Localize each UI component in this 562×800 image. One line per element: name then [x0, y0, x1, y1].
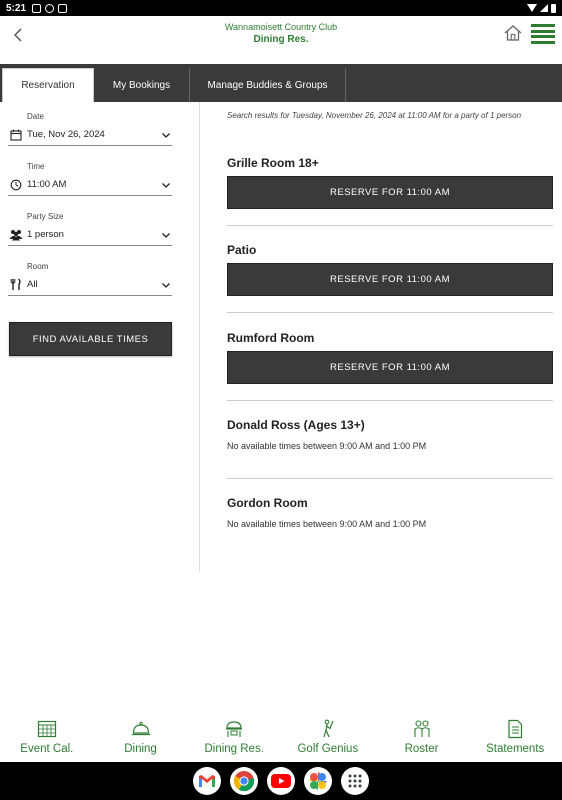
room-donald-ross [227, 418, 553, 451]
signal-icon [540, 4, 548, 12]
battery-icon [551, 4, 556, 13]
gmail-icon[interactable] [193, 767, 221, 795]
divider [227, 312, 553, 313]
nav-label: Dining [124, 743, 157, 755]
time-value: 11:00 AM [27, 179, 67, 190]
party-size-value: 1 person [27, 229, 64, 240]
reserve-button[interactable]: RESERVE FOR 11:00 AM [227, 351, 553, 384]
app-drawer-icon[interactable] [341, 767, 369, 795]
nav-label: Golf Genius [297, 743, 359, 755]
chevron-down-icon[interactable] [160, 179, 172, 191]
nav-label: Event Cal. [20, 743, 74, 755]
tab-manage-buddies-groups[interactable]: Manage Buddies & Groups [190, 68, 346, 102]
cloche-icon [130, 718, 152, 740]
people-icon [8, 227, 24, 243]
time-field[interactable] [8, 162, 172, 196]
nav-label: Roster [404, 743, 439, 755]
club-name: Wannamoisett Country Club [224, 22, 338, 32]
find-available-times-button[interactable]: FIND AVAILABLE TIMES [9, 322, 172, 356]
home-icon[interactable] [503, 23, 523, 43]
search-form-panel [0, 102, 200, 572]
nav-label: Dining Res. [204, 743, 264, 755]
results-panel [227, 102, 553, 529]
page-title: Dining Res. [253, 34, 309, 45]
room-rumford-room [227, 331, 553, 384]
notification-icon [32, 4, 41, 13]
divider [227, 478, 553, 479]
header-title [0, 22, 562, 45]
reserve-button[interactable]: RESERVE FOR 11:00 AM [227, 263, 553, 296]
clock-icon [8, 177, 24, 193]
photos-icon[interactable] [304, 767, 332, 795]
time-label: Time [27, 162, 45, 171]
nav-dining-res[interactable] [187, 718, 281, 762]
nav-label: Statements [486, 743, 545, 755]
reserve-button[interactable]: RESERVE FOR 11:00 AM [227, 176, 553, 209]
no-availability-message: No available times between 9:00 AM and 1:00 PM [227, 519, 427, 529]
calendar-grid-icon [36, 718, 58, 740]
chevron-down-icon[interactable] [160, 279, 172, 291]
room-field[interactable] [8, 262, 172, 296]
nav-statements[interactable] [468, 718, 562, 762]
youtube-icon[interactable] [267, 767, 295, 795]
party-size-field[interactable] [8, 212, 172, 246]
status-bar [0, 0, 562, 16]
room-name: Grille Room 18+ [227, 156, 319, 170]
party-size-label: Party Size [27, 212, 64, 221]
chevron-down-icon[interactable] [160, 129, 172, 141]
room-label: Room [27, 262, 49, 271]
room-name: Patio [227, 243, 257, 257]
tab-bar [0, 64, 562, 102]
nav-dining[interactable] [94, 718, 188, 762]
bottom-nav [0, 718, 562, 762]
chevron-down-icon[interactable] [160, 229, 172, 241]
hamburger-menu-icon[interactable] [531, 24, 555, 44]
no-availability-message: No available times between 9:00 AM and 1:00 PM [227, 441, 427, 451]
document-icon [504, 718, 526, 740]
status-time: 5:21 [6, 2, 27, 14]
room-name: Donald Ross (Ages 13+) [227, 418, 365, 432]
room-name: Rumford Room [227, 331, 315, 345]
wifi-icon [527, 4, 537, 12]
room-name: Gordon Room [227, 496, 308, 510]
room-gordon-room [227, 496, 553, 529]
dining-reservation-icon [223, 718, 245, 740]
golfer-icon [317, 718, 339, 740]
divider [227, 400, 553, 401]
app-header [0, 16, 562, 64]
date-field[interactable] [8, 112, 172, 146]
nav-golf-genius[interactable] [281, 718, 375, 762]
date-label: Date [27, 112, 44, 121]
calendar-icon [8, 127, 24, 143]
chrome-icon[interactable] [230, 767, 258, 795]
fork-knife-icon [8, 277, 24, 293]
nav-roster[interactable] [375, 718, 469, 762]
system-dock [0, 762, 562, 800]
room-value: All [27, 279, 38, 290]
sync-icon [45, 4, 54, 13]
sim-icon [58, 4, 67, 13]
search-summary: Search results for Tuesday, November 26, 2024 at 11:00 AM for a party of 1 person [227, 111, 522, 120]
date-value: Tue, Nov 26, 2024 [27, 129, 105, 140]
tab-my-bookings[interactable]: My Bookings [94, 68, 190, 102]
divider [227, 225, 553, 226]
people-icon [411, 718, 433, 740]
nav-event-cal[interactable] [0, 718, 94, 762]
tab-reservation[interactable]: Reservation [2, 68, 94, 102]
room-patio [227, 243, 553, 296]
room-grille-room [227, 156, 553, 209]
